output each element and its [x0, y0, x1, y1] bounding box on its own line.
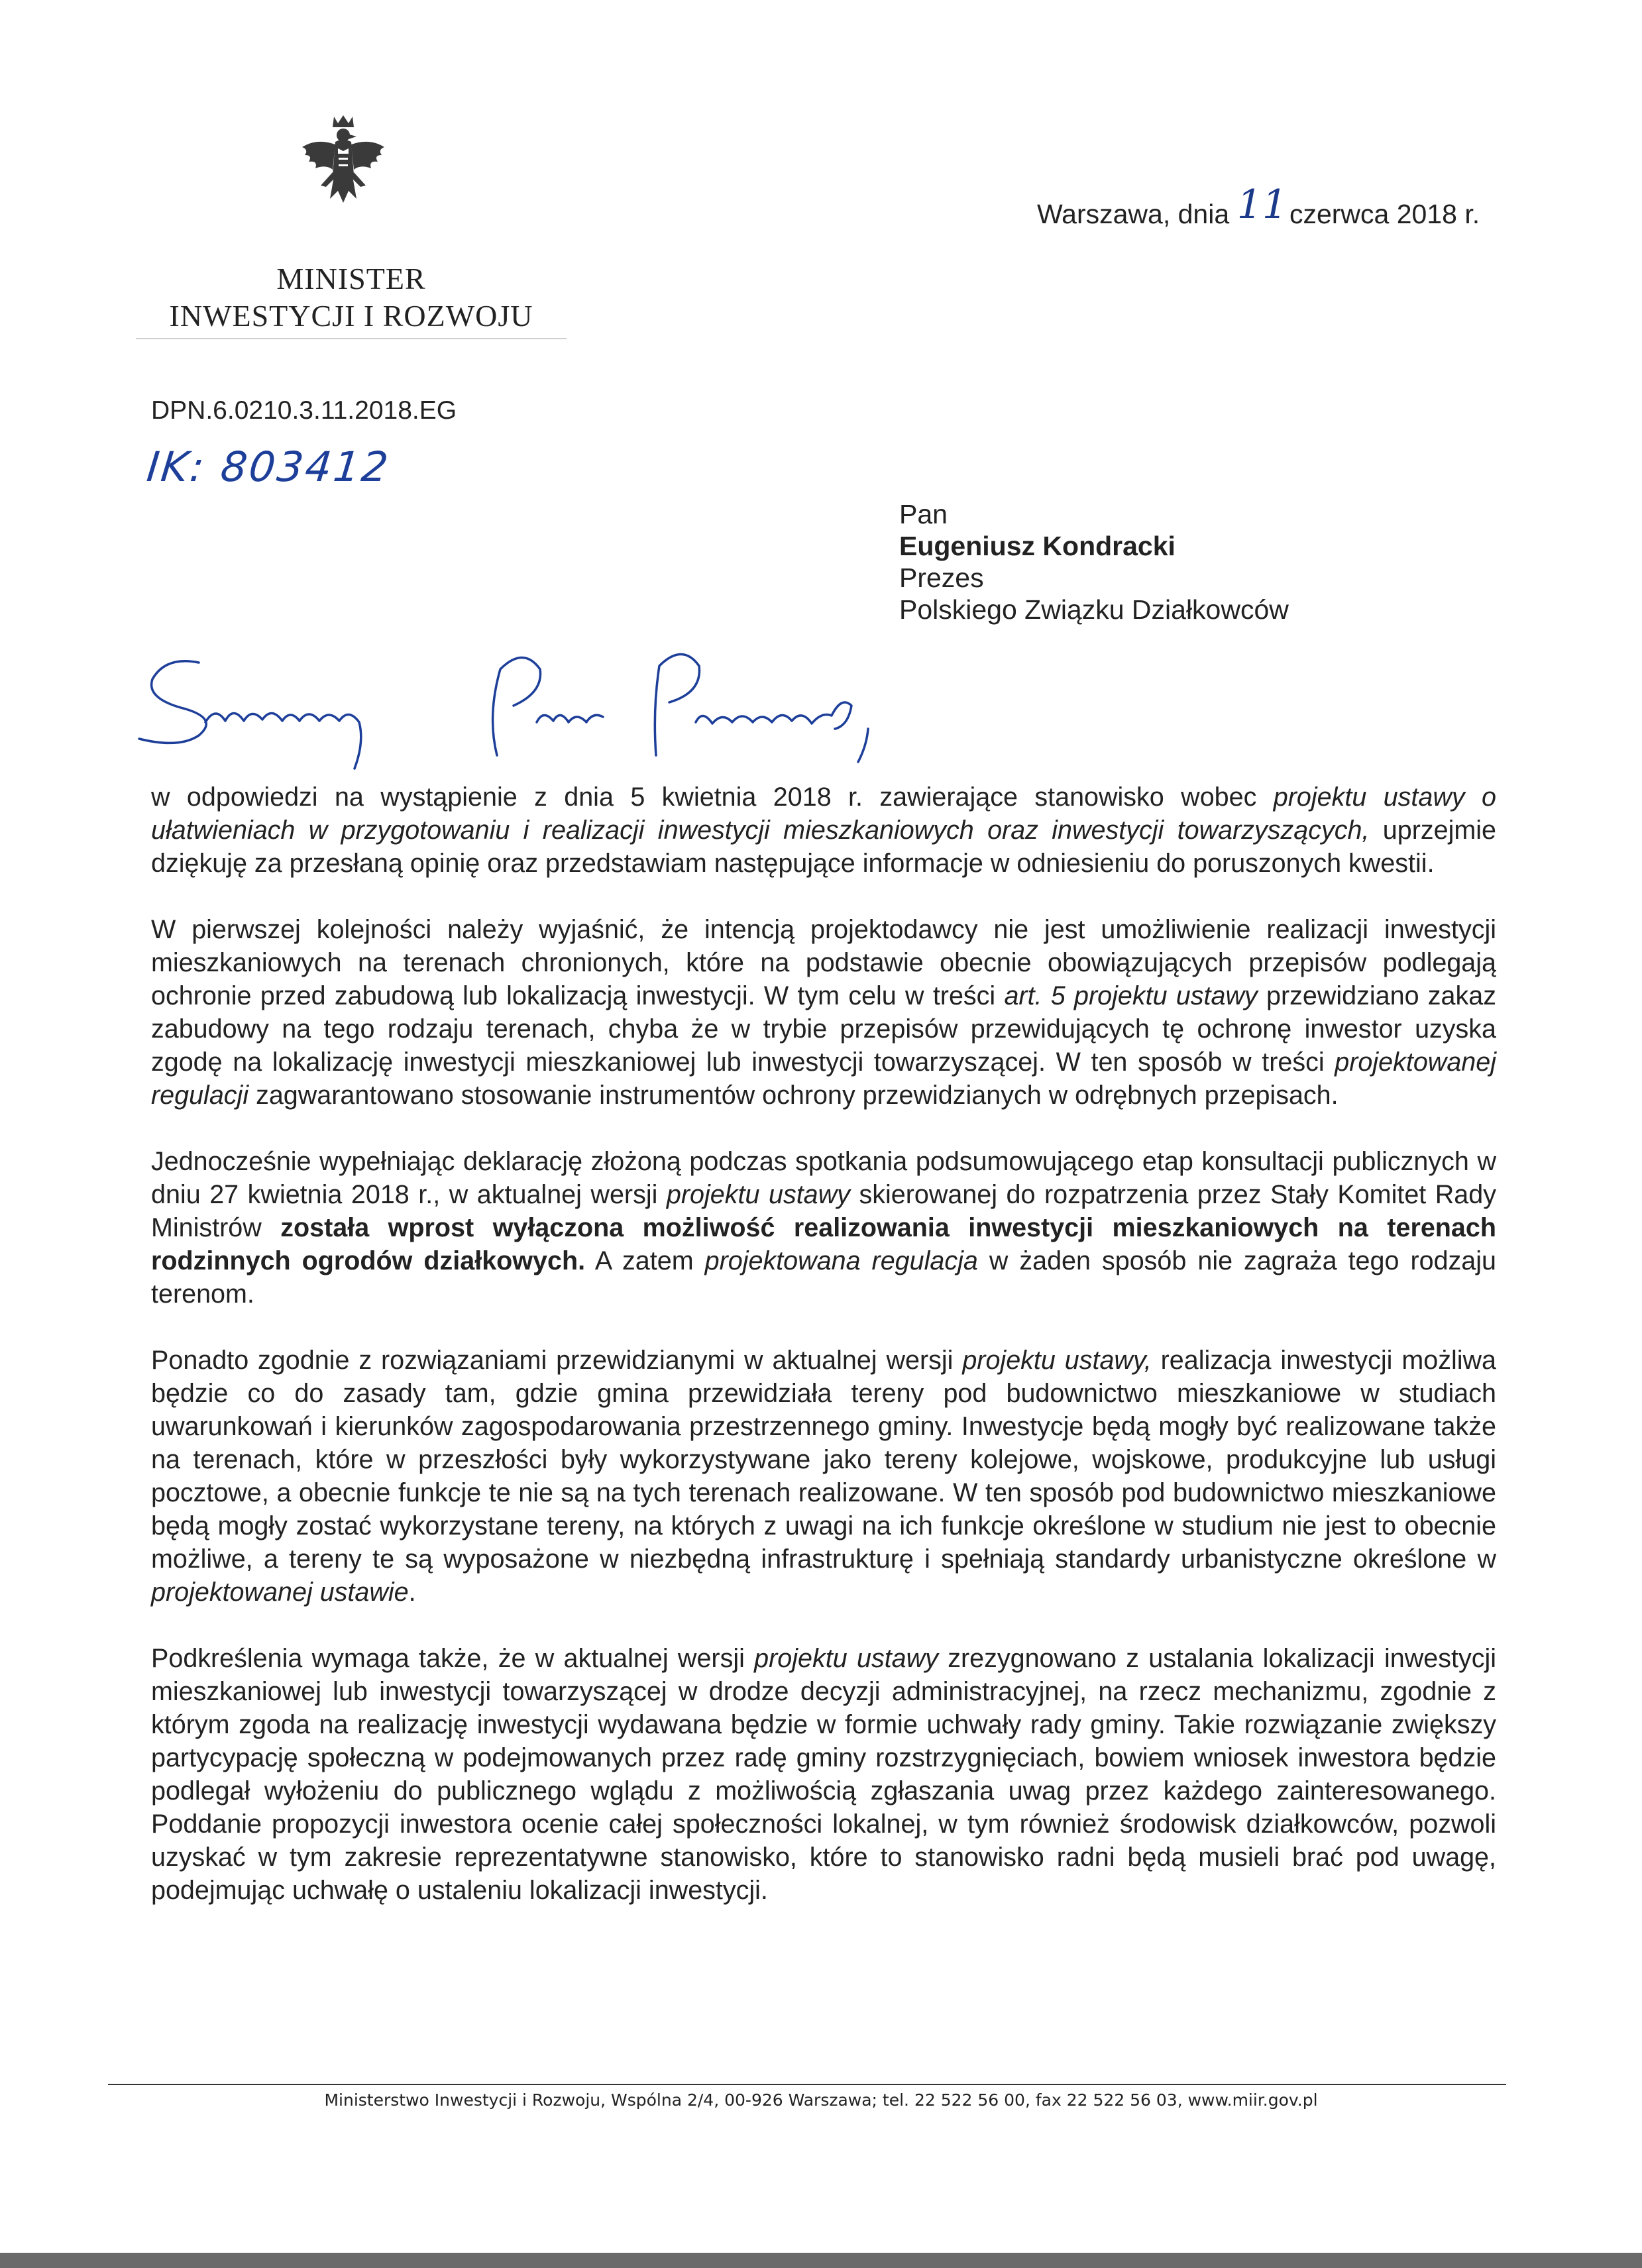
italic-span: art. 5 projektu ustawy: [1004, 981, 1258, 1010]
handwritten-day: 11: [1236, 182, 1287, 228]
handwritten-salutation: [126, 643, 908, 782]
header-divider: [136, 338, 567, 339]
italic-span: projektowanej regulacji: [151, 1048, 1496, 1110]
text-span: Ponadto zgodnie z rozwiązaniami przewidzianymi w aktualnej wersji: [151, 1346, 963, 1375]
italic-span: projektowanej ustawie: [151, 1578, 409, 1607]
scan-edge-bar: [0, 2253, 1642, 2268]
bold-span: została wprost wyłączona możliwość realizowania inwestycji mieszkaniowych na terenach rodzinnych ogrodów działkowych.: [151, 1213, 1496, 1275]
italic-span: projektu ustawy: [754, 1644, 938, 1673]
text-span: zagwarantowano stosowanie instrumentów ochrony przewidzianych w odrębnych przepisach.: [248, 1081, 1339, 1110]
italic-span: projektu ustawy,: [962, 1346, 1152, 1375]
addressee-title: Prezes: [899, 563, 984, 593]
text-span: zrezygnowano z ustalania lokalizacji inwestycji mieszkaniowej lub inwestycji towarzyszącej w drodze decyzji administracyjnej, na rzecz mechanizmu, zgodnie z którym zgoda na realizację inwestycji wydawana będzie w formie uchwały rady gminy. Takie rozwiązanie zwiększy partycypację społeczną w podejmowanych przez radę gminy rozstrzygnięciach, bowiem wniosek inwestora będzie podlegał wyłożeniu do publicznego wglądu z możliwością zgłaszania uwag przez każdego zainteresowanego. Poddanie propozycji inwestora ocenie całej społeczności lokalnej, w tym również środowisk działkowców, pozwoli uzyskać w tym zakresie reprezentatywne stanowisko, które to stanowisko radni będą musieli brać pod uwagę, podejmując uchwałę o ustaleniu lokalizacji inwestycji.: [151, 1644, 1497, 1905]
addressee-block: [899, 498, 1289, 625]
handwritten-registration-note: IK: 803412: [144, 443, 393, 491]
text-span: przewidziano zakaz zabudowy na tego rodzaju terenach, chyba że w trybie przepisów przewidujących tę ochronę inwestor uzyska zgodę na lokalizację inwestycji mieszkaniowej lub inwestycji towarzyszącej. W ten sposób w treści: [151, 981, 1496, 1077]
text-span: w żaden sposób nie zagraża tego rodzaju terenom.: [151, 1246, 1497, 1309]
text-span: A zatem: [585, 1246, 705, 1275]
italic-span: projektu ustawy o ułatwieniach w przygotowaniu i realizacji inwestycji mieszkaniowych oraz inwestycji towarzyszących,: [151, 783, 1496, 845]
body-paragraph-5: [151, 1642, 1496, 1907]
addressee-organization: Polskiego Związku Działkowców: [899, 594, 1289, 625]
minister-title: MINISTER: [276, 262, 426, 296]
body-paragraph-4: [151, 1344, 1496, 1609]
text-span: .: [408, 1578, 416, 1607]
addressee-name: Eugeniusz Kondracki: [899, 531, 1176, 561]
italic-span: projektu ustawy: [666, 1180, 850, 1209]
footer-contact: Ministerstwo Inwestycji i Rozwoju, Wspólna 2/4, 00-926 Warszawa; tel. 22 522 56 00, fax 22 522 56 03, www.miir.gov.pl: [324, 2090, 1318, 2110]
ministry-name: [133, 260, 570, 335]
place-date: [1037, 182, 1480, 233]
text-span: realizacja inwestycji możliwa będzie co do zasady tam, gdzie gmina przewidziała tereny pod budownictwo mieszkaniowe w studiach uwarunkowań i kierunków zagospodarowania przestrzennego gminy. Inwestycje będą mogły być realizowane także na terenach, które w przeszłości były wykorzystywane jako tereny kolejowe, wojskowe, produkcyjne lub usługi pocztowe, a obecnie funkcje te nie są na tych terenach realizowane. W ten sposób pod budownictwo mieszkaniowe będą mogły zostać wykorzystane tereny, na których z uwagi na ich funkcje określone w studium nie jest to obecnie możliwe, a tereny te są wyposażone w niezbędną infrastrukturę i spełniają standardy urbanistyczne określone w: [151, 1346, 1496, 1574]
text-span: skierowanej do rozpatrzenia przez Stały Komitet Rady Ministrów: [151, 1180, 1496, 1242]
italic-span: projektowana regulacja: [704, 1246, 978, 1275]
text-span: W pierwszej kolejności należy wyjaśnić, że intencją projektodawcy nie jest umożliwienie realizacji inwestycji mieszkaniowych na terenach chronionych, które na podstawie obecnie obowiązujących przepisów podlegają ochronie przed zabudową lub lokalizacją inwestycji. W tym celu w treści: [151, 915, 1496, 1010]
body-paragraph-2: [151, 913, 1496, 1112]
body-paragraph-3: [151, 1145, 1496, 1311]
text-span: uprzejmie dziękuję za przesłaną opinię oraz przedstawiam następujące informacje w odniesieniu do poruszonych kwestii.: [151, 816, 1496, 878]
addressee-salutation: Pan: [899, 499, 948, 529]
place-date-prefix: Warszawa, dnia: [1037, 199, 1230, 229]
text-span: Podkreślenia wymaga także, że w aktualnej wersji: [151, 1644, 755, 1673]
body-paragraph-1: [151, 781, 1496, 880]
place-date-suffix: czerwca 2018 r.: [1289, 199, 1480, 229]
footer-divider: [108, 2084, 1506, 2085]
text-span: w odpowiedzi na wystąpienie z dnia 5 kwietnia 2018 r. zawierające stanowisko wobec: [151, 783, 1274, 812]
eagle-emblem-icon: [297, 111, 390, 211]
reference-number: DPN.6.0210.3.11.2018.EG: [151, 396, 457, 425]
ministry-title: INWESTYCJI I ROZWOJU: [169, 299, 533, 333]
letter-body: [151, 781, 1496, 1940]
text-span: Jednocześnie wypełniając deklarację złożoną podczas spotkania podsumowującego etap konsultacji publicznych w dniu 27 kwietnia 2018 r., w aktualnej wersji: [151, 1147, 1496, 1209]
